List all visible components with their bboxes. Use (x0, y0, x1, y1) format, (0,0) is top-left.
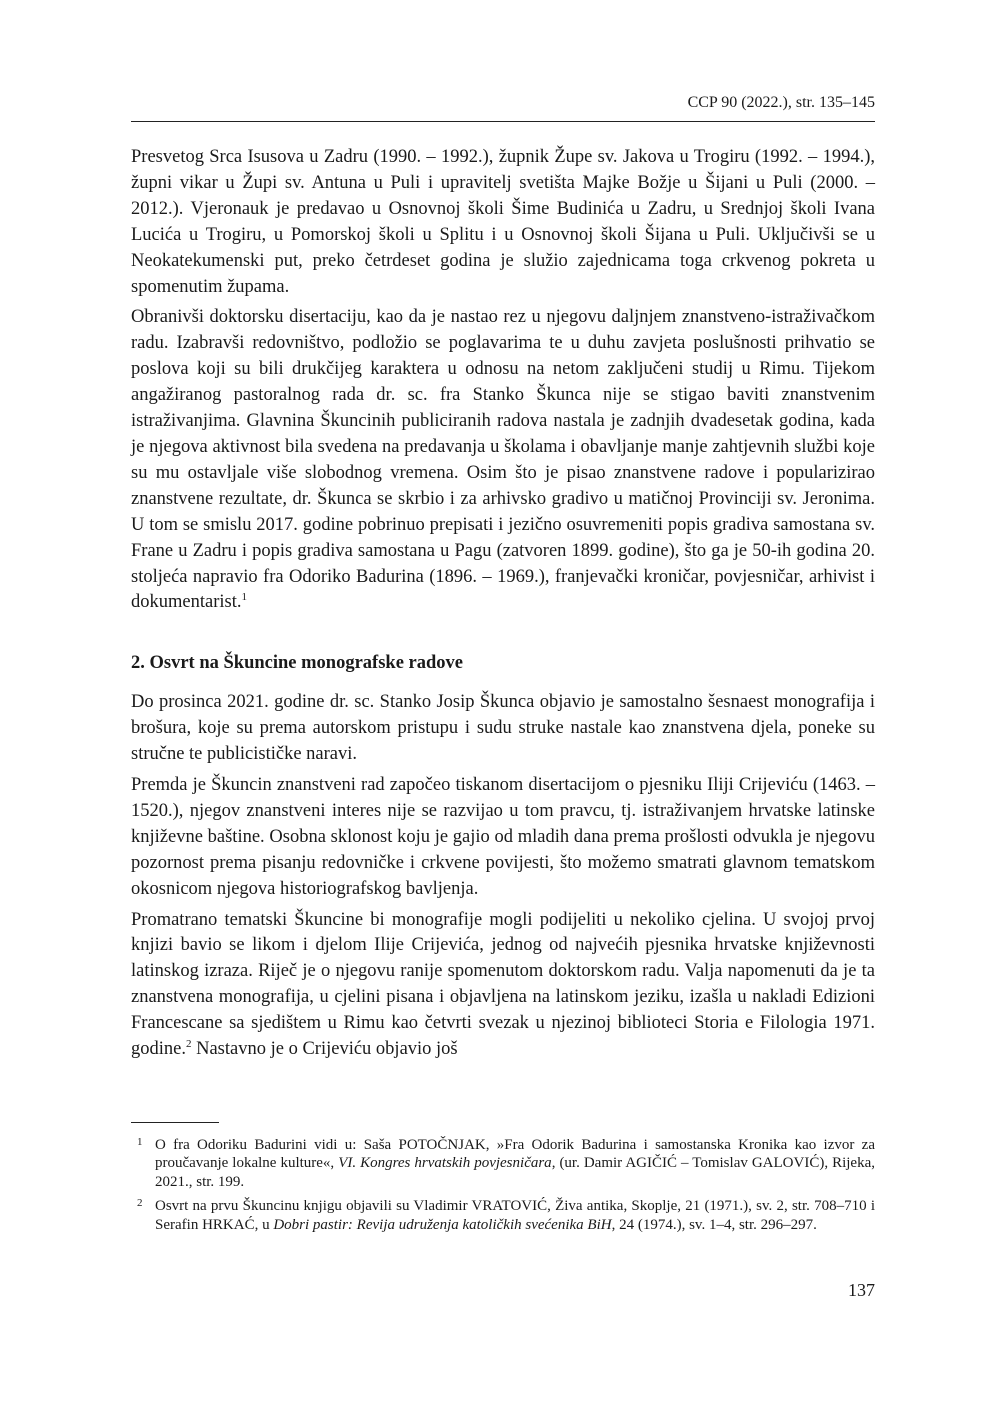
footnotes (131, 1136, 875, 1240)
paragraph-3: Do prosinca 2021. godine dr. sc. Stanko Josip Škunca objavio je samostalno šesnaest monografija i brošura, koje su prema autorskom pristupu i sudu struke nastale kao znanstvena djela, poneke su stručne te publicističke naravi. (131, 692, 875, 765)
footnote-2: 2 Osvrt na prvu Škuncinu knjigu objavili su Vladimir VRATOVIĆ, Živa antika, Skoplje, 21 (1971.), sv. 2, str. 708–710 i Serafin HRKAĆ, u Dobri pastir: Revija udruženja katoličkih svećenika BiH, 24 (1974.), sv. 1–4, str. 296–297. (131, 1197, 875, 1234)
footnote-title: VI. Kongres hrvatskih povjesničara (338, 1155, 552, 1172)
footnote-title: Dobri pastir: Revija udruženja katoličkih svećenika BiH (273, 1216, 612, 1233)
main-text (131, 145, 875, 1068)
page-number: 137 (848, 1280, 875, 1300)
section-heading: 2. Osvrt na Škuncine monografske radove (131, 653, 463, 674)
header-rule (131, 121, 875, 122)
paragraph-2: Obranivši doktorsku disertaciju, kao da je nastao rez u njegovu daljnjem znanstveno-istraživačkom radu. Izabravši redovništvo, podložio se poglavarima te u duhu zavjeta poslušnosti prihvatio se poslova koji su bili drukčijeg karaktera u odnosu na netom zaključeni studij u Rimu. Tijekom angažiranog pastoralnog rada dr. sc. fra Stanko Škunca nije se stigao baviti znanstvenim istraživanjima. Glavnina Škuncinih publiciranih radova nastala je zadnjih dvadesetak godina, kada je njegova aktivnost bila svedena na predavanja u školama i obavljanje manje zahtjevnih službi koje su mu ostavljale više slobodnog vremena. Osim što je pisao znanstvene radove i popularizirao znanstvene rezultate, dr. Škunca se skrbio i za arhivsko gradivo u matičnoj Provinciji sv. Jeronima. U tom se smislu 2017. godine pobrinuo prepisati i jezično osuvremeniti popis gradiva samostana sv. Frane u Zadru i popis gradiva samostana u Pagu (zatvoren 1899. godine), što ga je 50-ih godina 20. stoljeća napravio fra Odoriko Badurina (1896. – 1969.), franjevački kroničar, povjesničar, arhivist i dokumentarist.$^1$ (131, 307, 875, 613)
footnote-number: 2 (137, 1197, 143, 1210)
paragraph-1: Presvetog Srca Isusova u Zadru (1990. – 1992.), župnik Župe sv. Jakova u Trogiru (1992. – 1994.), župni vikar u Župi sv. Antuna u Puli i upravitelj svetišta Majke Božje u Šijani u Puli (2000. – 2012.). Vjeronauk je predavao u Osnovnoj školi Šime Budinića u Zadru, u Srednjoj školi Ivana Lucića u Trogiru, u Pomorskoj školi u Splitu i u Osnovnoj školi Šijana u Puli. Uključivši se u Neokatekumenski put, preko četrdeset godina je služio zajednicama toga crkvenog pokreta u spomenutim župama. (131, 147, 875, 297)
footnote-rule (131, 1122, 219, 1123)
running-title: CCP 90 (2022.), str. 135–145 (687, 94, 875, 111)
footnote-number: 1 (137, 1136, 143, 1148)
paragraph-5: Promatrano tematski Škuncine bi monografije mogli podijeliti u nekoliko cjelina. U svojoj prvoj knjizi bavio se likom i djelom Ilije Crijevića, jednog od najvećih pjesnika hrvatske književnosti latinskog izraza. Riječ je o njegovu ranije spomenutom doktorskom radu. Valja napomenuti da je ta znanstvena monografija, u cjelini pisana i objavljena na latinskom jeziku, izašla u nakladi Edizioni Francescane sa sjedištem u Rimu kao četvrti svezak u njezinoj biblioteci Storia e Filologia 1971. godine.$^2$ Nastavno je o Crijeviću objavio još (131, 909, 875, 1060)
footnote-ref-2[interactable]: 2 (185, 1037, 192, 1050)
footnote-ref-1[interactable]: 1 (241, 591, 247, 604)
running-header (131, 92, 875, 114)
footnote-1: 1 O fra Odoriku Badurini vidi u: Saša POTOČNJAK, »Fra Odorik Badurina i samostanska Kronika kao izvor za proučavanje lokalne kulture«, VI. Kongres hrvatskih povjesničara, (ur. Damir AGIČIĆ – Tomislav GALOVIĆ), Rijeka, 2021., str. 199. (131, 1136, 875, 1191)
paragraph-4: Premda je Škuncin znanstveni rad započeo tiskanom disertacijom o pjesniku Iliji Crijeviću (1463. – 1520.), njegov znanstveni interes nije se razvijao u tom pravcu, tj. istraživanjem hrvatske latinske književne baštine. Osobna sklonost koju je gajio od mladih dana prema prošlosti odvukla je njegovu pozornost prema pisanju redovničke i crkvene povijesti, što možemo smatrati glavnom tematskom okosnicom njegova historiografskog bavljenja. (131, 775, 875, 899)
